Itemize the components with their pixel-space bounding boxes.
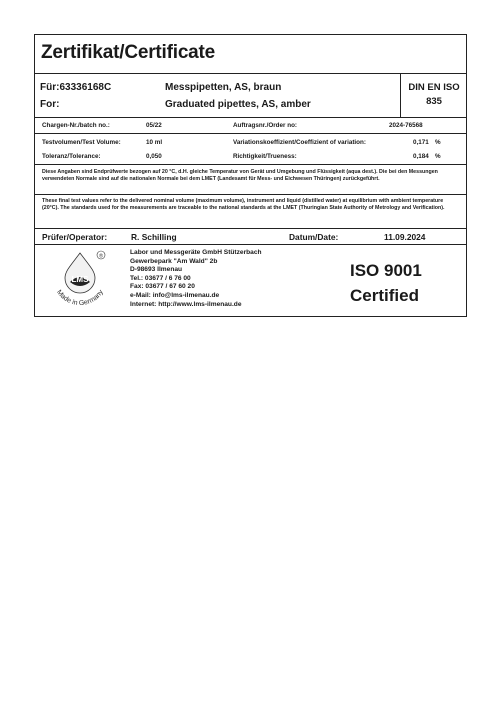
- trueness-value: 0,184: [413, 153, 429, 160]
- cv-value: 0,171: [413, 139, 429, 146]
- cv-label: Variationskoeffizient/Coeffizient of variation:: [233, 139, 366, 146]
- company-address: [130, 249, 262, 309]
- operator-label: Prüfer/Operator:: [42, 232, 108, 242]
- for-label: For:: [40, 99, 60, 110]
- company-city: D-98693 Ilmenau: [130, 266, 183, 274]
- logo-monogram: LMS: [71, 275, 89, 284]
- certificate-title: Zertifikat/Certificate: [41, 42, 216, 63]
- volume-label: Testvolumen/Test Volume:: [42, 139, 121, 146]
- order-label: Auftragsnr./Order no:: [233, 122, 298, 129]
- company-tel: Tel.: 03677 / 6 76 00: [130, 274, 191, 282]
- standard-badge: DIN EN ISO 835: [408, 82, 460, 107]
- article-number: 63336168C: [59, 82, 112, 93]
- tolerance-label: Toleranz/Tolerance:: [42, 153, 101, 160]
- company-email: e-Mail: info@lms-ilmenau.de: [130, 291, 220, 299]
- trueness-unit: %: [435, 153, 441, 160]
- batch-value: 05/22: [146, 122, 162, 129]
- product-name-de: Messpipetten, AS, braun: [165, 82, 282, 93]
- order-value: 2024-76568: [389, 122, 423, 129]
- batch-label: Chargen-Nr./batch no.:: [42, 122, 110, 129]
- company-internet: Internet: http://www.lms-ilmenau.de: [130, 300, 242, 308]
- fuer-label: Für:63336168C: [40, 82, 112, 93]
- iso-9001: ISO 9001: [350, 261, 422, 280]
- company-name: Labor und Messgeräte GmbH Stützerbach: [130, 249, 262, 256]
- operator-name: R. Schilling: [131, 232, 177, 242]
- note-english: These final test values refer to the delivered nominal volume (maximum volume), instrument and liquid (distilled water) at equilibrium with ambient temperature (20°C). The standards used for the measurements are traceable to the national standards at the LMET (Thuringian State Authority of Metrology and Verification).: [42, 198, 445, 211]
- trueness-label: Richtigkeit/Trueness:: [233, 153, 297, 160]
- tolerance-value: 0,050: [146, 153, 162, 160]
- registered-mark: ®: [98, 253, 104, 260]
- note-german: Diese Angaben sind Endprüfwerte bezogen auf 20 °C, d.H. gleiche Temperatur von Gerät und Umgebung und Flüssigkeit (aqua dest.). Die bei den Messungen verwendeten Normale sind auf die nationalen Normale bei dem LMET (Landesamt für Mess- und Eichwesen Thüringen) zurückgeführt.: [42, 169, 438, 182]
- company-fax: Fax: 03677 / 67 60 20: [130, 283, 195, 291]
- made-in-germany-arc: Made in Germany: [55, 288, 105, 308]
- product-name-en: Graduated pipettes, AS, amber: [165, 99, 311, 110]
- certificate-box: [34, 34, 467, 317]
- cv-unit: %: [435, 139, 441, 146]
- lms-logo: [41, 248, 123, 316]
- volume-value: 10 ml: [146, 139, 163, 146]
- date-label: Datum/Date:: [289, 232, 339, 242]
- iso-certified: Certified: [350, 286, 419, 305]
- date-value: 11.09.2024: [384, 232, 426, 242]
- company-street: Gewerbepark "Am Wald" 2b: [130, 257, 218, 265]
